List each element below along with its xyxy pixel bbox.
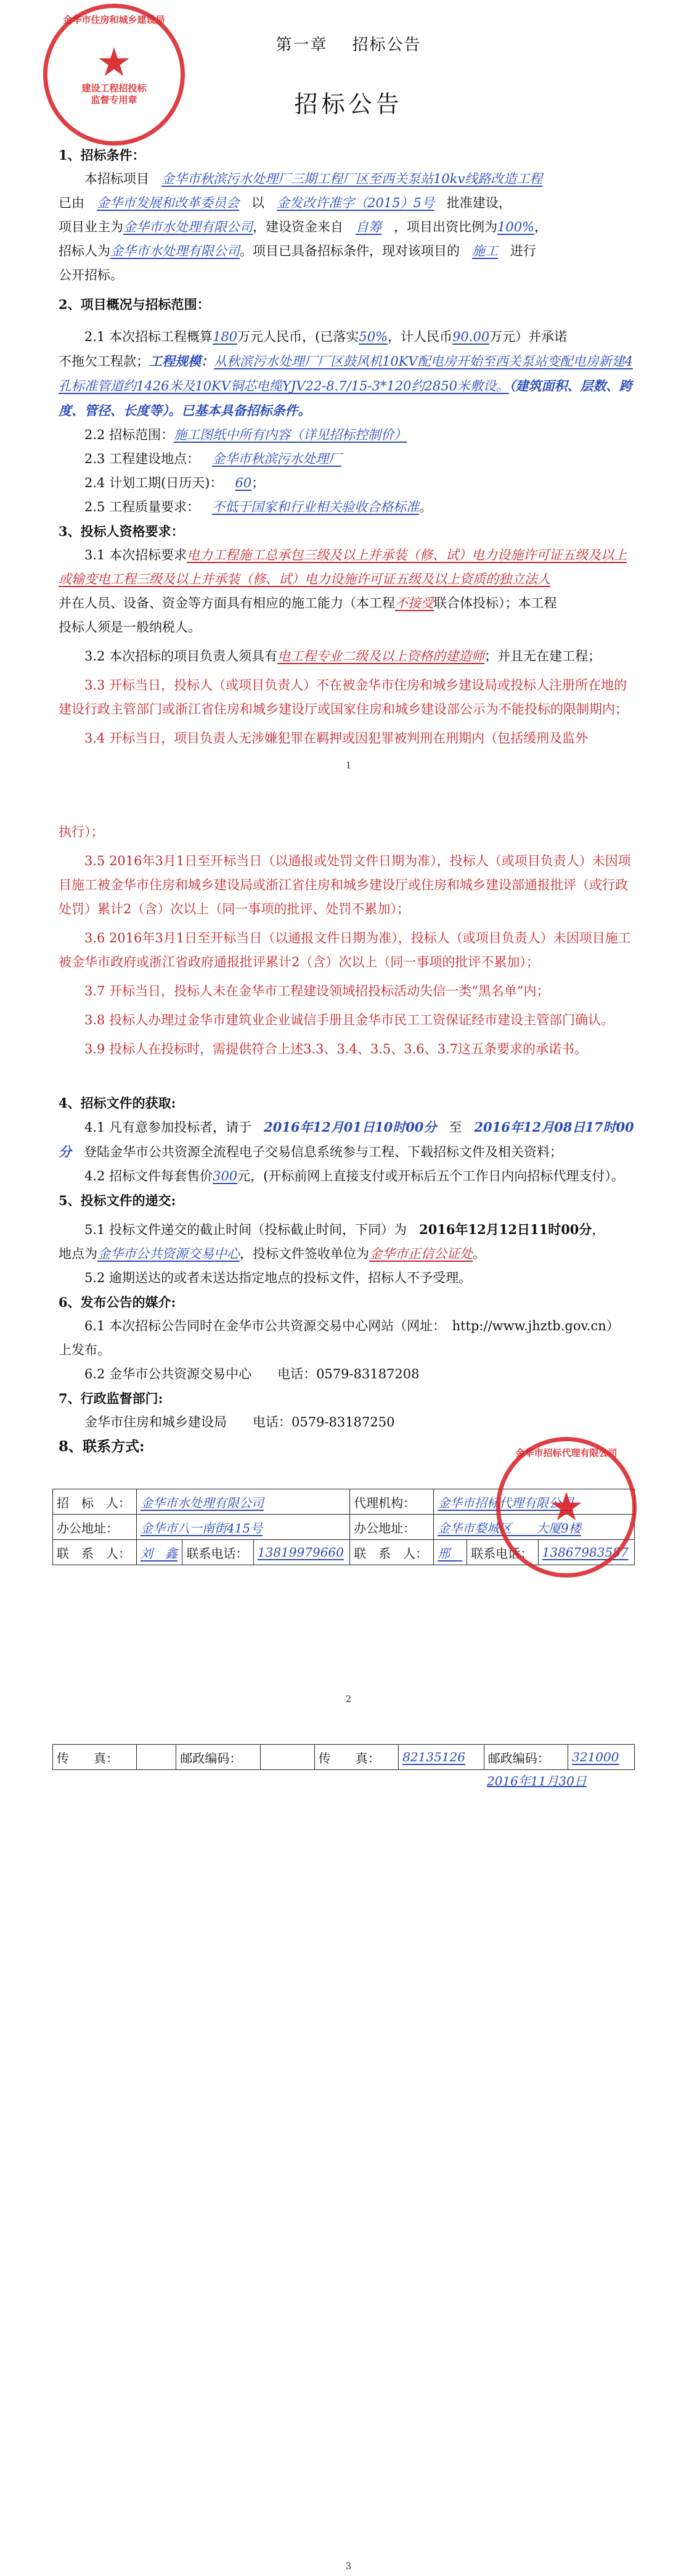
s2-line-3: （建筑面积、层数、跨度、管径、长度等）。已基本具备招标条件。 — [59, 378, 632, 418]
chapter-title: 招标公告 — [352, 36, 422, 54]
agency-phone: 13867983587 — [538, 1540, 634, 1565]
s2-line-2: 不拖欠工程款；工程规模：从秋滨污水处理厂厂区鼓风机10KV配电房开始至西关泵站变配电房新建4孔标准管道约1426米及10KV铜芯电缆YJV22-8.7/15-3*120约2850米敷设。（建筑面积、层数、跨度、管径、长度等）。已基本具备招标条件。 — [59, 353, 633, 418]
tenderer-fax — [137, 1745, 176, 1770]
chapter-number: 第一章 — [275, 36, 328, 54]
tender-scope: 施工 — [472, 244, 498, 258]
s1-line-1: 本招标项目 金华市秋滨污水处理厂三期工程厂区至西关泵站10kv线路改造工程 — [84, 171, 543, 186]
project-name: 金华市秋滨污水处理厂三期工程厂区至西关泵站10kv线路改造工程 — [161, 171, 543, 186]
s1-line-5: 公开招标。 — [59, 268, 123, 282]
agency-contact: 邢 — [434, 1540, 467, 1565]
s5-line-2: 地点为金华市公共资源交易中心，投标文件签收单位为金华市正信公证处。 — [59, 1246, 486, 1261]
label: 邮政编码： — [176, 1745, 260, 1770]
s4-line-2-time: 00分 — [59, 1119, 634, 1159]
document-title: 招标公告 — [294, 91, 403, 118]
page-number-3: 3 — [345, 2561, 352, 2572]
s6-line-1: 6.1 本次招标公告同时在金华市公共资源交易中心网站（网址： http://www.jhztb.gov.cn） — [84, 1319, 619, 1333]
bottom-right-seal — [496, 1437, 637, 1578]
s3-line-3: 并在人员、设备、资金等方面具有相应的施工能力（本工程不接受联合体投标）；本工程 — [59, 596, 557, 611]
s2-line-1: 2.1 本次招标工程概算180万元人民币，(已落实50%，计人民币90.00万元）并承诺 — [84, 329, 568, 344]
s2-line-7: 2.5 工程质量要求： 不低于国家和行业相关验收合格标准。 — [84, 500, 433, 514]
s5-line-3: 5.2 逾期送达的或者未送达指定地点的投标文件，招标人不予受理。 — [84, 1270, 472, 1285]
tenderer-phone: 13819979660 — [253, 1540, 349, 1565]
label: 传 真： — [53, 1745, 137, 1770]
agency-fax: 82135126 — [399, 1745, 484, 1770]
s4-line-2: 登陆金华市公共资源全流程电子交易信息系统参与工程、下载招标文件及相关资料； — [84, 1145, 563, 1159]
clause-3-7: 3.7 开标当日，投标人未在金华市工程建设领域招投标活动失信一类“黑名单”内； — [84, 984, 550, 998]
label: 传 真： — [314, 1745, 398, 1770]
s1-line-3: 项目业主为金华市水处理有限公司，建设资金来自 自筹 ，项目出资比例为100%， — [59, 220, 548, 234]
s5-line-1: 5.1 投标文件递交的截止时间（投标截止时间，下同）为 2016年12月12日11时00分， — [84, 1222, 605, 1237]
sale-end: 2016年12月08日17时 — [474, 1119, 616, 1135]
clause-3-8: 3.8 投标人办理过金华市建筑业企业诚信手册且金华市民工工资保证经市建设主管部门确认。 — [84, 1013, 614, 1027]
document-price: 300 — [213, 1169, 238, 1183]
submission-place: 金华市公共资源交易中心 — [97, 1246, 240, 1261]
s6-line-2: 上发布。 — [59, 1343, 110, 1357]
s3-line-2: 及以上或输变电工程三级及以上并承装（修、试）电力设施许可证五级及以上资质的独立法人 — [59, 548, 627, 586]
s2-line-4: 2.2 招标范围：施工图纸中所有内容（详见招标控制价） — [84, 427, 407, 442]
budget: 180 — [213, 329, 238, 344]
label: 招 标 人： — [53, 1489, 137, 1515]
budget-ratio: 50% — [359, 329, 388, 344]
receiving-unit: 金华市正信公证处 — [369, 1246, 473, 1261]
budget-amount: 90.00 — [452, 329, 490, 344]
signing-date: 2016年11月30日 — [487, 1774, 587, 1788]
fund-ratio: 100% — [497, 220, 535, 234]
clause-3-6: 3.6 2016年3月1日至开标当日（以通报文件日期为准），投标人（或项目负责人）未因项目施工被金华市政府或浙江省政府通报批评累计2（含）次以上（同一事项的批评不累加）； — [59, 931, 631, 969]
clause-3-4-part-b: 执行）； — [59, 825, 104, 839]
s2-line-5: 2.3 工程建设地点： 金华市秋滨污水处理厂 — [84, 451, 342, 466]
label: 办公地址： — [53, 1515, 137, 1540]
page-number-2: 2 — [345, 1693, 352, 1705]
consortium-note: 不接受 — [395, 596, 434, 611]
sale-start: 2016年12月01日10时00分 — [264, 1119, 437, 1135]
contact-table-part-2 — [52, 1744, 635, 1770]
s3-line-1: 3.1 本次招标要求电力工程施工总承包三级及以上并承装（修、试）电力设施许可证五级及以上或输变电工程三级及以上并承装（修、试）电力设施许可证五级及以上资质的独立法人 — [59, 548, 627, 586]
seal-ring-text: 金华市招标代理有限公司 — [515, 1447, 618, 1459]
s4-line-4: 支付）。 — [579, 1169, 624, 1183]
quality-requirement: 不低于国家和行业相关验收合格标准 — [212, 500, 420, 514]
clause-3-3: 3.3 开标当日，投标人（或项目负责人）不在被金华市住房和城乡建设局或投标人注册所在地的建设行政主管部门或浙江省住房和城乡建设厅或国家住房和城乡建设部公示为不能投标的限制期内； — [59, 678, 628, 717]
tenderer-contact: 刘 鑫 — [136, 1540, 182, 1565]
page-3 — [0, 1745, 697, 2576]
label: 联系电话： — [182, 1540, 253, 1565]
submission-deadline: 2016年12月12日11时00分 — [419, 1222, 592, 1237]
label: 邮政编码： — [484, 1745, 568, 1770]
owner: 金华市水处理有限公司 — [123, 220, 253, 234]
s7-line-1: 金华市住房和城乡建设局 电话：0579-83187250 — [84, 1415, 395, 1430]
page-2-content — [59, 820, 638, 1459]
label: 联 系 人： — [350, 1540, 434, 1565]
approver: 金华市发展和改革委员会 — [97, 195, 239, 210]
tenderer-address: 金华市八一南街415号 — [136, 1515, 349, 1540]
top-left-seal — [43, 4, 185, 146]
s3-line-4: 投标人须是一般纳税人。 — [59, 620, 201, 635]
tenderer-name: 金华市水处理有限公司 — [136, 1489, 349, 1515]
label: 办公地址： — [350, 1515, 434, 1540]
project-scale: 从秋滨污水处理厂厂区鼓风机10KV配电房开始至西关泵站变配电房新建4孔标准管道约1426米及10KV铜芯电缆YJV22-8.7/15-3*120约2850米敷设。 — [59, 354, 633, 393]
s1-line-2: 已由 金华市发展和改革委员会 以 金发改许准字（2015）5号 批准建设， — [59, 195, 512, 210]
chapter-heading — [0, 32, 697, 55]
section-1-heading: 1、招标条件： — [59, 147, 145, 163]
label: 代理机构： — [350, 1489, 434, 1515]
tender-range: 施工图纸中所有内容（详见招标控制价） — [174, 427, 407, 442]
label: 联系电话： — [467, 1540, 538, 1565]
page-1-content — [59, 143, 638, 751]
clause-3-4-part-a: 3.4 开标当日，项目负责人无涉嫌犯罪在羁押或因犯罪被判刑在刑期内（包括缓刑及监外 — [84, 731, 589, 746]
fund-source: 自筹 — [356, 220, 381, 234]
s6-line-3: 6.2 金华市公共资源交易中心 电话：0579-83187208 — [84, 1367, 420, 1381]
page-1 — [0, 0, 697, 814]
section-7-heading: 7、行政监督部门: — [59, 1391, 163, 1406]
star-icon: ★ — [96, 40, 132, 86]
section-8-heading: 8、联系方式: — [59, 1438, 145, 1455]
section-5-heading: 5、投标文件的递交: — [59, 1193, 176, 1208]
page-number-1: 1 — [345, 760, 352, 771]
s1-line-4: 招标人为金华市水处理有限公司。项目已具备招标条件，现对该项目的 施工 进行 — [59, 244, 536, 258]
page-2 — [0, 814, 697, 1745]
section-6-heading: 6、发布公告的媒介: — [59, 1294, 176, 1310]
clause-3-9: 3.9 投标人在投标时，需提供符合上述3.3、3.4、3.5、3.6、3.7这五条要求的承诺书。 — [84, 1042, 588, 1056]
tenderer-postcode — [260, 1745, 314, 1770]
duration: 60 — [235, 475, 252, 490]
qualification-requirement: 电力工程施工总承包三级及以上并承装（修、试）电力设施许可证五级 — [187, 548, 589, 562]
agency-name: 金华市招标代理有限公司 — [434, 1489, 635, 1515]
section-4-heading: 4、招标文件的获取: — [59, 1095, 176, 1111]
star-icon: ★ — [548, 1484, 584, 1530]
tenderer: 金华市水处理有限公司 — [110, 244, 240, 258]
label: 联 系 人： — [53, 1540, 137, 1565]
manager-qualification: 电工程专业二级及以上资格的建造师 — [277, 649, 485, 664]
s3-line-5: 3.2 本次招标的项目负责人须具有电工程专业二级及以上资格的建造师；并且无在建工程； — [84, 649, 601, 664]
seal-line-1: 建设工程招投标 — [81, 83, 147, 94]
s4-line-1: 4.1 凡有意参加投标者，请于 2016年12月01日10时00分 至 2016年12月08日17时00分 登陆金华市公共资源全流程电子交易信息系统参与工程、下载招标文件及相关资料； — [59, 1119, 634, 1159]
agency-postcode: 321000 — [568, 1745, 635, 1770]
approval-number: 金发改许准字（2015）5号 — [277, 195, 434, 210]
section-2-heading: 2、项目概况与招标范围： — [59, 297, 210, 312]
seal-line-2: 监督专用章 — [91, 94, 137, 105]
section-3-heading: 3、投标人资格要求： — [59, 524, 184, 539]
agency-address: 金华市婺城区 大厦9楼 — [434, 1515, 635, 1540]
construction-site: 金华市秋滨污水处理厂 — [212, 451, 342, 466]
s4-line-3: 4.2 招标文件每套售价300元，(开标前网上直接支付或开标后五个工作日内向招标代理支付）。 — [84, 1169, 624, 1183]
clause-3-5: 3.5 2016年3月1日至开标当日（以通报或处罚文件日期为准），投标人（或项目负责人）未因项目施工被金华市住房和城乡建设局或浙江省住房和城乡建设厅或住房和城乡建设部通报批评（或行政处罚）累计2（含）次以上（同一事项的批评、处罚不累加）； — [59, 854, 631, 916]
table-row — [53, 1745, 635, 1770]
seal-ring-text: 金华市住房和城乡建设局 — [63, 14, 165, 25]
s2-line-6: 2.4 计划工期(日历天)： 60； — [84, 475, 265, 490]
